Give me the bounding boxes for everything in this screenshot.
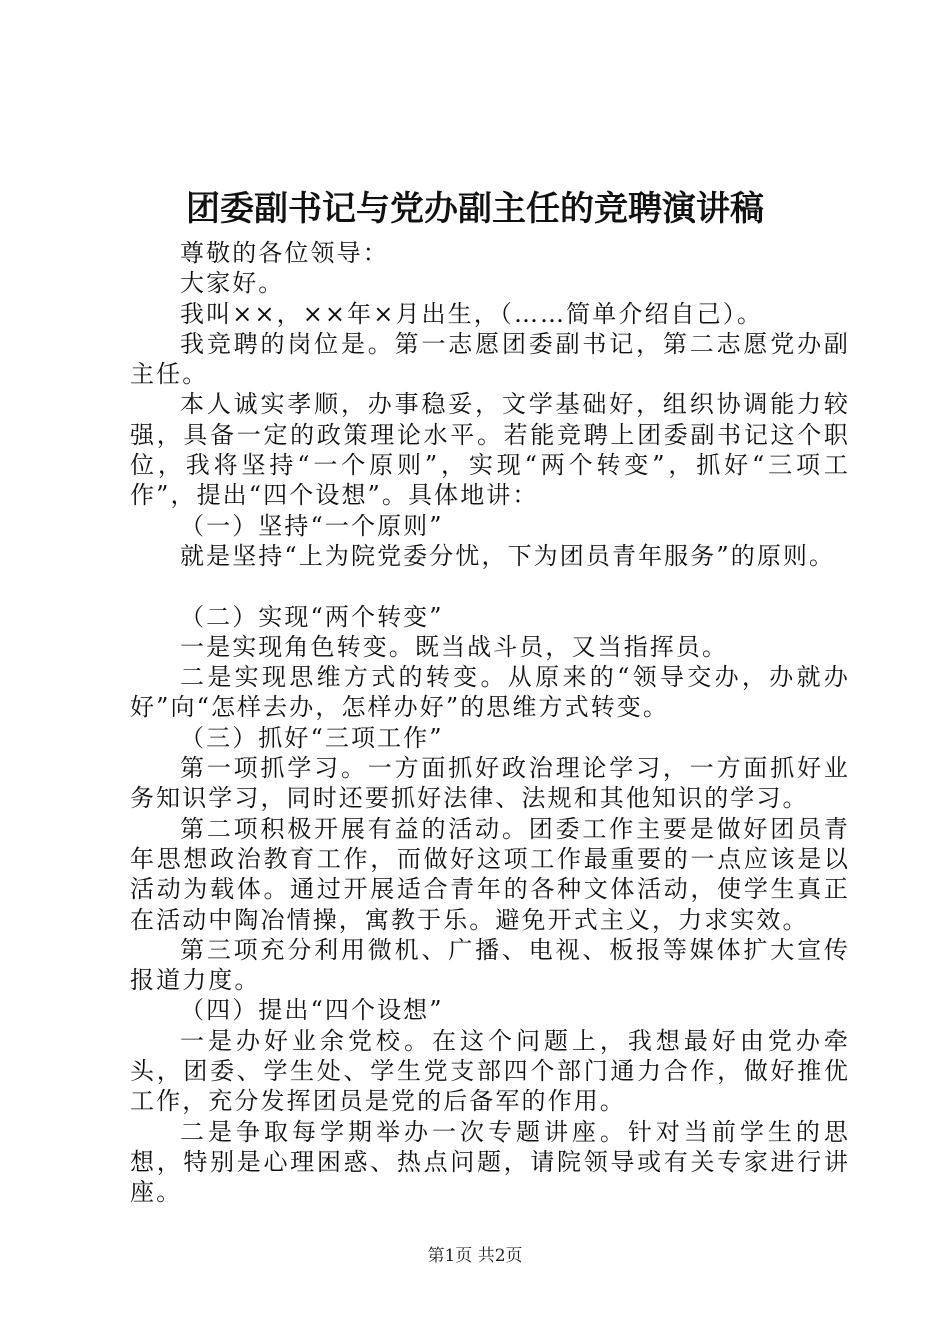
page-number-footer: 第1页 共2页 [427,1246,523,1266]
paragraph-salutation: 尊敬的各位领导： [180,239,389,267]
paragraph-party-school: 一是办好业余党校。在这个问题上，我想最好由党办牵头，团委、学生处、学生党支部四个部门通力合作，做好推优工作，充分发挥团员是党的后备军的作用。 [130,1026,850,1116]
section-heading-4: （四）提出“四个设想” [180,996,444,1025]
document-title: 团委副书记与党办副主任的竞聘演讲稿 [186,189,764,229]
paragraph-media: 第三项充分利用微机、广播、电视、板报等媒体扩大宣传报道力度。 [130,935,850,995]
paragraph-position: 我竞聘的岗位是。第一志愿团委副书记，第二志愿党办副主任。 [130,329,850,389]
blank-line [130,571,850,601]
section-heading-1: （一）坚持“一个原则” [180,511,444,540]
section-heading-3: （三）抓好“三项工作” [180,723,444,752]
paragraph-greeting: 大家好。 [180,269,285,298]
document-body [130,238,850,1208]
paragraph-thinking-change: 二是实现思维方式的转变。从原来的“领导交办，办就办好”向“怎样去办，怎样办好”的思维方式转变。 [130,663,850,722]
paragraph-principle: 就是坚持“上为院党委分忧，下为团员青年服务”的原则。 [180,541,836,570]
paragraph-study: 第一项抓学习。一方面抓好政治理论学习，一方面抓好业务知识学习，同时还要抓好法律、法规和其他知识的学习。 [130,754,850,813]
paragraph-qualifications: 本人诚实孝顺，办事稳妥，文学基础好，组织协调能力较强，具备一定的政策理论水平。若能竞聘上团委副书记这个职位，我将坚持“一个原则”，实现“两个转变”，抓好“三项工作”，提出“四个设想”。具体地讲： [130,390,850,510]
section-heading-2: （二）实现“两个转变” [180,602,444,631]
paragraph-role-change: 一是实现角色转变。既当战斗员，又当指挥员。 [180,632,729,661]
paragraph-self-intro: 我叫××，××年×月出生，（……简单介绍自己）。 [180,299,763,328]
paragraph-lectures: 二是争取每学期举办一次专题讲座。针对当前学生的思想，特别是心理困惑、热点问题，请院领导或有关专家进行讲座。 [130,1117,850,1207]
paragraph-activities: 第二项积极开展有益的活动。团委工作主要是做好团员青年思想政治教育工作，而做好这项工作最重要的一点应该是以活动为载体。通过开展适合青年的各种文体活动，使学生真正在活动中陶冶情操，寓教于乐。避免开式主义，力求实效。 [130,814,850,934]
